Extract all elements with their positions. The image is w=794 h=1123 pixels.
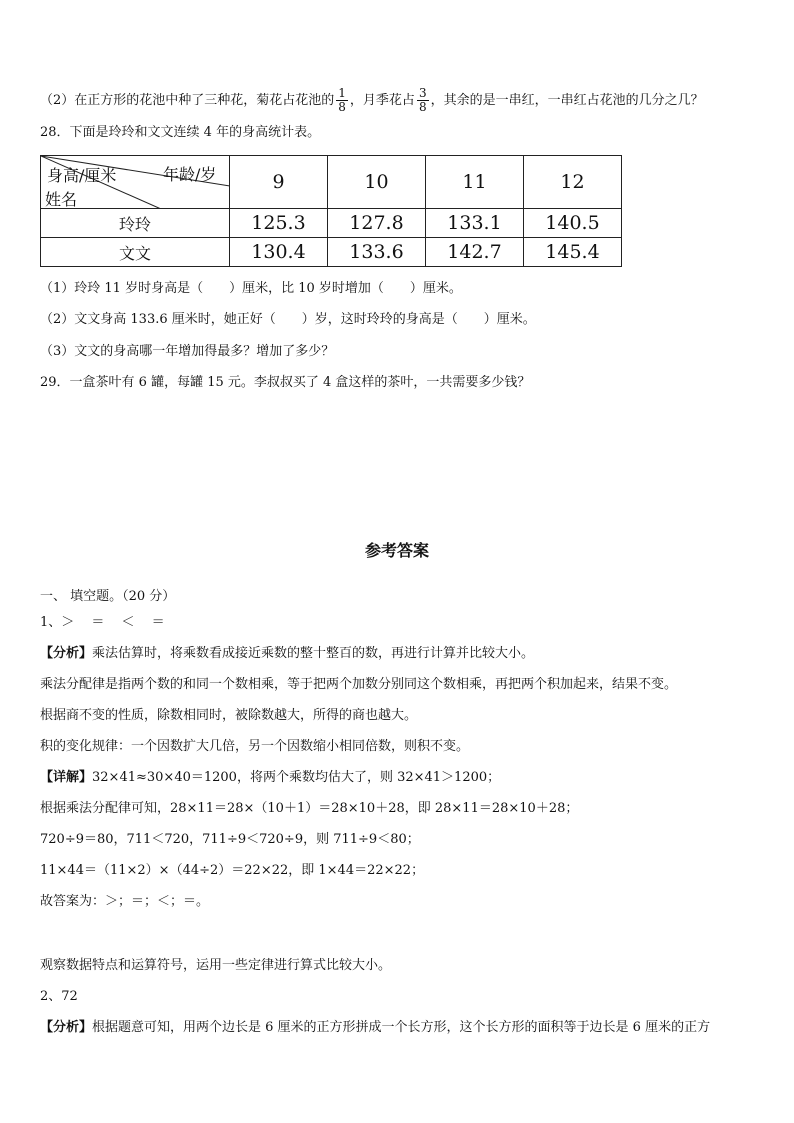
name-cell: 文文 — [41, 238, 230, 267]
fraction-rose: $\frac{3}{8}$ — [418, 86, 427, 114]
value-cell: 133.6 — [328, 238, 426, 267]
answer-1-line2: 乘法分配律是指两个数的和同一个数相乘，等于把两个加数分别同这个数相乘，再把两个积加起来，结果不变。 — [40, 677, 678, 692]
answer-1-line8: 11×44＝（11×2）×（44÷2）＝22×22，即 1×44＝22×22； — [40, 863, 425, 878]
value-cell: 145.4 — [524, 238, 622, 267]
analysis-text: 乘法估算时，将乘数看成接近乘数的整十整百的数，再进行计算并比较大小。 — [92, 646, 535, 661]
answer-2-analysis — [40, 1019, 710, 1037]
value-cell: 125.3 — [230, 209, 328, 238]
q27-part2-text-c: ，其余的是一串红，一串红占花池的几分之几？ — [430, 93, 704, 108]
age-cell: 10 — [328, 156, 426, 209]
section1-heading: 一、 填空题。（20 分） — [40, 589, 176, 604]
analysis-label: 【分析】 — [40, 646, 93, 661]
diagonal-header-cell — [41, 156, 230, 209]
table-row — [41, 238, 622, 267]
answer-1-line3: 根据商不变的性质，除数相同时，被除数越大，所得的商也越大。 — [40, 708, 418, 723]
q27-part2 — [40, 87, 704, 114]
table-row — [41, 209, 622, 238]
age-cell: 11 — [426, 156, 524, 209]
detail-text: 32×41≈30×40＝1200，将两个乘数均估大了，则 32×41＞1200； — [92, 770, 501, 785]
answer-1-line10: 观察数据特点和运算符号，运用一些定律进行算式比较大小。 — [40, 958, 392, 973]
answer-1-line6: 根据乘法分配律可知，28×11＝28×（10＋1）＝28×10＋28，即 28×11＝28×10＋28； — [40, 801, 579, 816]
analysis-text: 根据题意可知，用两个边长是 6 厘米的正方形拼成一个长方形，这个长方形的面积等于边长是 6 厘米的正方 — [92, 1020, 711, 1035]
fraction-chrysanthemum: $\frac{1}{8}$ — [338, 86, 346, 114]
answer-1-detail — [40, 769, 500, 787]
value-cell: 140.5 — [524, 209, 622, 238]
analysis-label: 【分析】 — [40, 1020, 93, 1035]
age-cell: 9 — [230, 156, 328, 209]
q27-part2-text-a: （2）在正方形的花池中种了三种花，菊花占花池的 — [40, 93, 335, 108]
answer-1: 1、＞ ＝ ＜ ＝ — [40, 615, 165, 630]
header-age-label: 年龄/岁 — [163, 165, 217, 184]
value-cell: 130.4 — [230, 238, 328, 267]
table-header-row — [41, 156, 622, 209]
answer-1-line4: 积的变化规律：一个因数扩大几倍，另一个因数缩小相同倍数，则积不变。 — [40, 739, 470, 754]
header-name-label: 姓名 — [45, 190, 78, 209]
name-cell: 玲玲 — [41, 209, 230, 238]
answer-1-analysis — [40, 645, 534, 663]
height-table — [40, 155, 622, 267]
q28-title: 28．下面是玲玲和文文连续 4 年的身高统计表。 — [40, 125, 321, 140]
header-height-label: 身高/厘米 — [47, 166, 117, 185]
q28-sub3: （3）文文的身高哪一年增加得最多？增加了多少？ — [40, 344, 335, 359]
answers-title: 参考答案 — [364, 541, 429, 560]
value-cell: 133.1 — [426, 209, 524, 238]
answer-2: 2、72 — [40, 989, 78, 1004]
q28-sub2: （2）文文身高 133.6 厘米时，她正好（ ）岁，这时玲玲的身高是（ ）厘米。 — [40, 312, 536, 327]
detail-label: 【详解】 — [40, 770, 93, 785]
age-cell: 12 — [524, 156, 622, 209]
q29: 29．一盒茶叶有 6 罐，每罐 15 元。李叔叔买了 4 盒这样的茶叶，一共需要多少钱？ — [40, 375, 531, 390]
q28-sub1: （1）玲玲 11 岁时身高是（ ）厘米，比 10 岁时增加（ ）厘米。 — [40, 281, 462, 296]
value-cell: 142.7 — [426, 238, 524, 267]
answer-1-line9: 故答案为：＞；＝；＜；＝。 — [40, 894, 210, 909]
answer-1-line7: 720÷9＝80，711＜720，711÷9＜720÷9，则 711÷9＜80； — [40, 832, 420, 847]
q27-part2-text-b: ，月季花占 — [349, 93, 415, 108]
value-cell: 127.8 — [328, 209, 426, 238]
